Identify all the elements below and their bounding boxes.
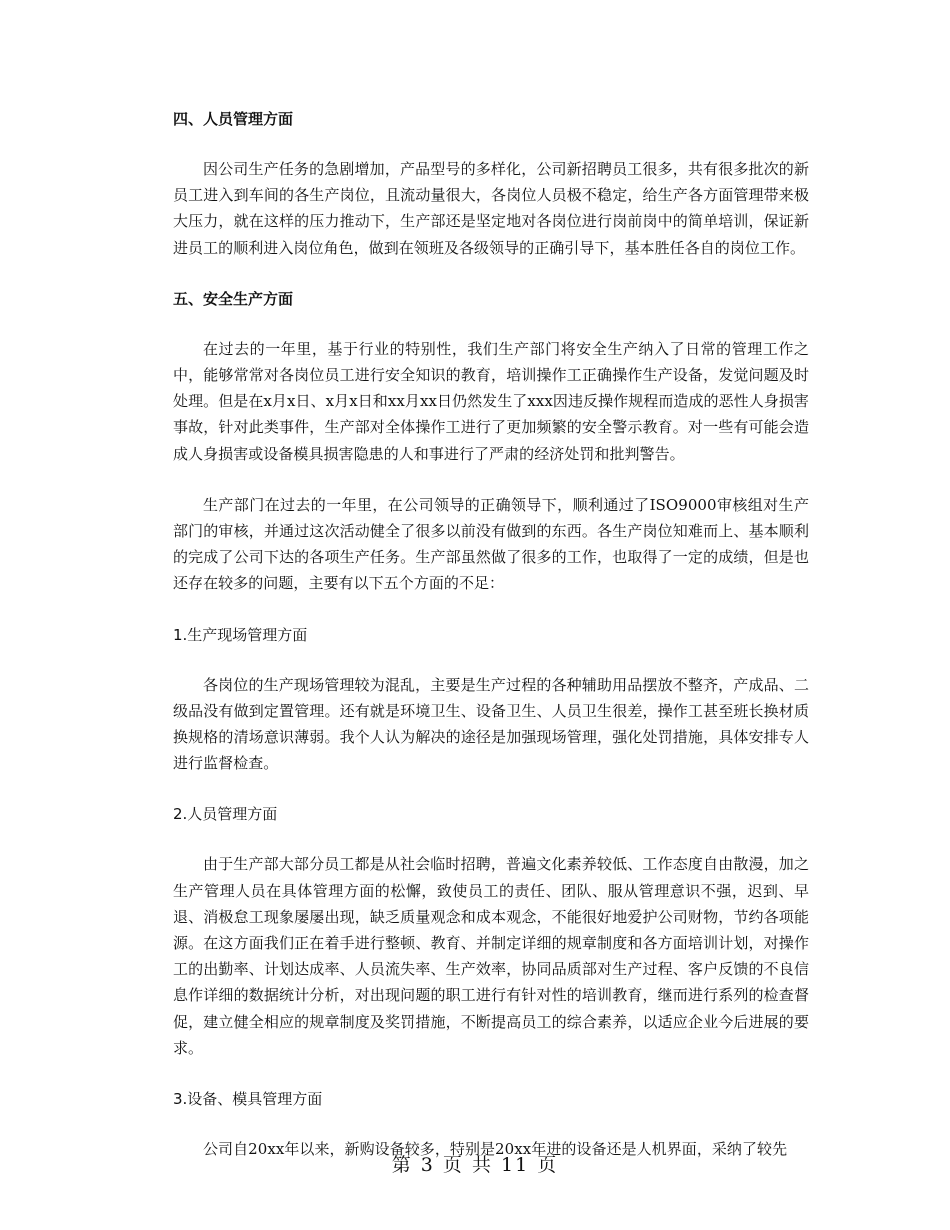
document-body — [173, 106, 809, 1162]
section-heading-personnel: 四、人员管理方面 — [173, 110, 294, 128]
paragraph: 生产部门在过去的一年里，在公司领导的正确领导下，顺利通过了ISO9000审核组对生产部门的审核，并通过这次活动健全了很多以前没有做到的东西。各生产岗位知难而上、基本顺利的完成了公司下达的各项生产任务。生产部虽然做了很多的工作，也取得了一定的成绩，但是也还存在较多的问题，主要有以下五个方面的不足： — [173, 495, 809, 593]
page-number-footer: 第 3 页 共 11 页 — [391, 1154, 559, 1176]
subheading-personnel-management: 2.人员管理方面 — [173, 805, 278, 824]
paragraph: 在过去的一年里，基于行业的特别性，我们生产部门将安全生产纳入了日常的管理工作之中，能够常常对各岗位员工进行安全知识的教育，培训操作工正确操作生产设备，发觉问题及时处理。但是在x月x日、x月x日和xx月xx日仍然发生了xxx因违反操作规程而造成的恶性人身损害事故，针对此类事件，生产部对全体操作工进行了更加频繁的安全警示教育。对一些有可能会造成人身损害或设备模具损害隐患的人和事进行了严肃的经济处罚和批判警告。 — [173, 339, 809, 463]
paragraph: 由于生产部大部分员工都是从社会临时招聘，普遍文化素养较低、工作态度自由散漫，加之生产管理人员在具体管理方面的松懈，致使员工的责任、团队、服从管理意识不强，迟到、早退、消极怠工现象屡屡出现，缺乏质量观念和成本观念，不能很好地爱护公司财物，节约各项能源。在这方面我们正在着手进行整顿、教育、并制定详细的规章制度和各方面培训计划，对操作工的出勤率、计划达成率、人员流失率、生产效率，协同品质部对生产过程、客户反馈的不良信息作详细的数据统计分析，对出现问题的职工进行有针对性的培训教育，继而进行系列的检查督促，建立健全相应的规章制度及奖罚措施，不断提高员工的综合素养，以适应企业今后进展的要求。 — [173, 855, 809, 1057]
paragraph: 因公司生产任务的急剧增加，产品型号的多样化，公司新招聘员工很多，共有很多批次的新员工进入到车间的各生产岗位，且流动量很大，各岗位人员极不稳定，给生产各方面管理带来极大压力，就在这样的压力推动下，生产部还是坚定地对各岗位进行岗前岗中的简单培训，保证新进员工的顺利进入岗位角色，做到在领班及各级领导的正确引导下，基本胜任各自的岗位工作。 — [173, 160, 809, 257]
paragraph: 各岗位的生产现场管理较为混乱，主要是生产过程的各种辅助用品摆放不整齐，产成品、二级品没有做到定置管理。还有就是环境卫生、设备卫生、人员卫生很差，操作工甚至班长换材质换规格的清场意识薄弱。我个人认为解决的途径是加强现场管理，强化处罚措施，具体安排专人进行监督检查。 — [173, 675, 809, 773]
section-heading-safety: 五、安全生产方面 — [173, 289, 294, 308]
subheading-equipment-management: 3.设备、模具管理方面 — [173, 1090, 323, 1109]
subheading-site-management: 1.生产现场管理方面 — [173, 625, 308, 644]
paragraph: 公司自20xx年以来，新购设备较多，特别是20xx年进的设备还是人机界面，采纳了较先 — [203, 1140, 788, 1159]
